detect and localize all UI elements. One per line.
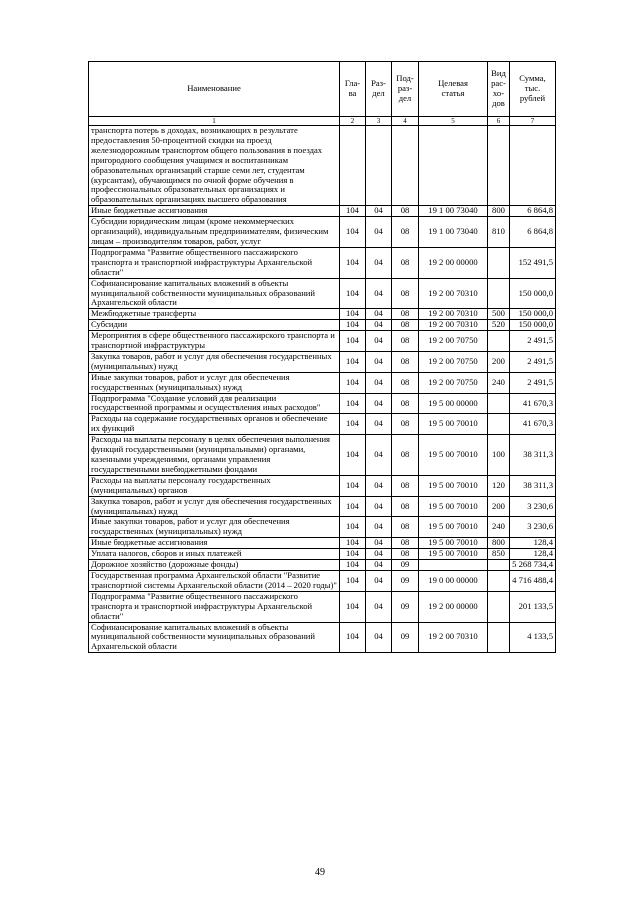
row-target-cell: 19 2 00 70750 (419, 372, 488, 393)
row-expense-type-cell (488, 560, 510, 571)
row-section-cell: 04 (366, 247, 392, 278)
row-target-cell: 19 2 00 70310 (419, 278, 488, 309)
row-expense-type-cell: 100 (488, 435, 510, 476)
row-chapter-cell: 104 (340, 372, 366, 393)
row-name-cell: Государственная программа Архангельской области "Развитие транспортной системы Архангельской области (2014 – 2020 годы)" (89, 570, 340, 591)
column-number: 2 (340, 117, 366, 126)
table-row (89, 622, 556, 653)
row-chapter-cell: 104 (340, 247, 366, 278)
row-name-cell: Иные бюджетные ассигнования (89, 206, 340, 217)
table-row (89, 538, 556, 549)
row-name-cell: Расходы на выплаты персоналу государственных (муниципальных) органов (89, 475, 340, 496)
column-number: 7 (510, 117, 556, 126)
row-subsection-cell: 08 (392, 217, 419, 248)
row-subsection-cell: 09 (392, 591, 419, 622)
row-target-cell: 19 5 00 70010 (419, 435, 488, 476)
row-section-cell: 04 (366, 549, 392, 560)
table-row (89, 320, 556, 331)
row-name-cell: Субсидии (89, 320, 340, 331)
row-target-cell: 19 2 00 70750 (419, 331, 488, 352)
table-row (89, 372, 556, 393)
row-target-cell: 19 5 00 70010 (419, 549, 488, 560)
table-row (89, 217, 556, 248)
row-name-cell: Закупка товаров, работ и услуг для обеспечения государственных (муниципальных) нужд (89, 351, 340, 372)
row-target-cell: 19 5 00 70010 (419, 496, 488, 517)
row-subsection-cell: 08 (392, 393, 419, 414)
row-name-cell: Иные бюджетные ассигнования (89, 538, 340, 549)
row-chapter-cell: 104 (340, 393, 366, 414)
page-number: 49 (315, 867, 325, 878)
row-expense-type-cell (488, 414, 510, 435)
row-subsection-cell: 09 (392, 560, 419, 571)
row-chapter-cell: 104 (340, 309, 366, 320)
row-chapter-cell: 104 (340, 570, 366, 591)
row-name-cell: Расходы на выплаты персоналу в целях обеспечения выполнения функций государственными (муниципальными) органами, казенными учреждениями, органами управления государственными внебюджетными фондами (89, 435, 340, 476)
row-chapter-cell: 104 (340, 517, 366, 538)
row-amount-cell: 4 716 488,4 (510, 570, 556, 591)
row-name-cell: Уплата налогов, сборов и иных платежей (89, 549, 340, 560)
row-section-cell: 04 (366, 393, 392, 414)
column-number: 1 (89, 117, 340, 126)
table-row (89, 247, 556, 278)
row-section-cell: 04 (366, 351, 392, 372)
row-name-cell: Софинансирование капитальных вложений в объекты муниципальной собственности муниципальных образований Архангельской области (89, 622, 340, 653)
row-expense-type-cell: 800 (488, 206, 510, 217)
row-subsection-cell: 08 (392, 372, 419, 393)
row-target-cell: 19 2 00 70310 (419, 622, 488, 653)
row-section-cell (366, 126, 392, 206)
row-section-cell: 04 (366, 475, 392, 496)
row-section-cell: 04 (366, 206, 392, 217)
table-row (89, 435, 556, 476)
row-target-cell: 19 5 00 70010 (419, 517, 488, 538)
row-section-cell: 04 (366, 414, 392, 435)
row-amount-cell (510, 126, 556, 206)
row-amount-cell: 38 311,3 (510, 435, 556, 476)
row-amount-cell: 3 230,6 (510, 517, 556, 538)
row-amount-cell: 2 491,5 (510, 372, 556, 393)
row-chapter-cell: 104 (340, 278, 366, 309)
row-chapter-cell: 104 (340, 622, 366, 653)
header-section: Раз- дел (366, 62, 392, 117)
row-name-cell: Мероприятия в сфере общественного пассажирского транспорта и транспортной инфраструктуры (89, 331, 340, 352)
row-section-cell: 04 (366, 331, 392, 352)
row-subsection-cell: 09 (392, 622, 419, 653)
row-target-cell: 19 5 00 70010 (419, 475, 488, 496)
row-subsection-cell: 08 (392, 309, 419, 320)
row-chapter-cell: 104 (340, 331, 366, 352)
row-target-cell: 19 2 00 70310 (419, 320, 488, 331)
header-name: Наименование (89, 62, 340, 117)
row-chapter-cell: 104 (340, 496, 366, 517)
column-number: 3 (366, 117, 392, 126)
table-row (89, 126, 556, 206)
row-target-cell: 19 2 00 00000 (419, 591, 488, 622)
row-expense-type-cell: 200 (488, 496, 510, 517)
row-amount-cell: 6 864,8 (510, 217, 556, 248)
row-section-cell: 04 (366, 538, 392, 549)
row-name-cell: Межбюджетные трансферты (89, 309, 340, 320)
row-section-cell: 04 (366, 496, 392, 517)
row-chapter-cell: 104 (340, 351, 366, 372)
row-amount-cell: 201 133,5 (510, 591, 556, 622)
row-name-cell: Подпрограмма "Развитие общественного пассажирского транспорта и транспортной инфраструктуры Архангельской области" (89, 247, 340, 278)
row-section-cell: 04 (366, 591, 392, 622)
row-section-cell: 04 (366, 517, 392, 538)
row-target-cell: 19 5 00 70010 (419, 414, 488, 435)
row-subsection-cell: 08 (392, 435, 419, 476)
table-row (89, 414, 556, 435)
row-expense-type-cell: 200 (488, 351, 510, 372)
row-name-cell: Иные закупки товаров, работ и услуг для обеспечения государственных (муниципальных) нужд (89, 517, 340, 538)
row-subsection-cell: 08 (392, 320, 419, 331)
row-target-cell: 19 2 00 70750 (419, 351, 488, 372)
row-name-cell: Закупка товаров, работ и услуг для обеспечения государственных (муниципальных) нужд (89, 496, 340, 517)
row-subsection-cell: 08 (392, 206, 419, 217)
row-chapter-cell: 104 (340, 560, 366, 571)
row-amount-cell: 152 491,5 (510, 247, 556, 278)
row-expense-type-cell: 810 (488, 217, 510, 248)
row-target-cell: 19 1 00 73040 (419, 217, 488, 248)
row-subsection-cell: 08 (392, 247, 419, 278)
header-chapter: Гла- ва (340, 62, 366, 117)
table-row (89, 206, 556, 217)
row-amount-cell: 38 311,3 (510, 475, 556, 496)
column-number: 6 (488, 117, 510, 126)
row-chapter-cell: 104 (340, 549, 366, 560)
row-expense-type-cell (488, 591, 510, 622)
row-section-cell: 04 (366, 372, 392, 393)
row-section-cell: 04 (366, 217, 392, 248)
row-amount-cell: 5 268 734,4 (510, 560, 556, 571)
row-subsection-cell: 08 (392, 351, 419, 372)
row-amount-cell: 150 000,0 (510, 320, 556, 331)
row-expense-type-cell (488, 247, 510, 278)
header-row (89, 62, 556, 117)
table-row (89, 309, 556, 320)
row-name-cell: Субсидии юридическим лицам (кроме некоммерческих организаций), индивидуальным предпринимателям, физическим лицам – производителям товаров, работ, услуг (89, 217, 340, 248)
column-number: 4 (392, 117, 419, 126)
row-expense-type-cell: 500 (488, 309, 510, 320)
row-section-cell: 04 (366, 560, 392, 571)
budget-table (88, 61, 556, 653)
row-subsection-cell (392, 126, 419, 206)
row-section-cell: 04 (366, 309, 392, 320)
row-chapter-cell: 104 (340, 538, 366, 549)
row-chapter-cell: 104 (340, 414, 366, 435)
header-expense-type: Вид рас- хо- дов (488, 62, 510, 117)
row-chapter-cell: 104 (340, 591, 366, 622)
row-subsection-cell: 08 (392, 496, 419, 517)
row-subsection-cell: 08 (392, 517, 419, 538)
row-chapter-cell: 104 (340, 217, 366, 248)
table-row (89, 351, 556, 372)
row-chapter-cell (340, 126, 366, 206)
row-amount-cell: 2 491,5 (510, 351, 556, 372)
row-amount-cell: 41 670,3 (510, 414, 556, 435)
row-target-cell: 19 2 00 70310 (419, 309, 488, 320)
row-amount-cell: 3 230,6 (510, 496, 556, 517)
row-name-cell: Иные закупки товаров, работ и услуг для обеспечения государственных (муниципальных) нужд (89, 372, 340, 393)
row-subsection-cell: 08 (392, 331, 419, 352)
row-subsection-cell: 08 (392, 278, 419, 309)
row-expense-type-cell (488, 331, 510, 352)
row-expense-type-cell (488, 570, 510, 591)
row-section-cell: 04 (366, 278, 392, 309)
table-row (89, 517, 556, 538)
row-expense-type-cell (488, 393, 510, 414)
row-expense-type-cell: 120 (488, 475, 510, 496)
row-target-cell: 19 1 00 73040 (419, 206, 488, 217)
row-expense-type-cell (488, 126, 510, 206)
row-name-cell: Подпрограмма "Развитие общественного пассажирского транспорта и транспортной инфраструктуры Архангельской области" (89, 591, 340, 622)
row-target-cell: 19 2 00 00000 (419, 247, 488, 278)
row-subsection-cell: 08 (392, 414, 419, 435)
table-row (89, 331, 556, 352)
row-amount-cell: 150 000,0 (510, 278, 556, 309)
row-amount-cell: 150 000,0 (510, 309, 556, 320)
row-chapter-cell: 104 (340, 435, 366, 476)
row-expense-type-cell: 240 (488, 372, 510, 393)
row-subsection-cell: 08 (392, 549, 419, 560)
table-row (89, 549, 556, 560)
table-row (89, 278, 556, 309)
row-name-cell: транспорта потерь в доходах, возникающих в результате предоставления 50-процентной скидки на проезд железнодорожным транспортом общего пользования в поездах пригородного сообщения учащимся и воспитанникам образовательных организаций старше семи лет, студентам (курсантам), обучающимся по очной форме обучения в профессиональных образовательных организациях и образовательных организациях высшего образования (89, 126, 340, 206)
row-expense-type-cell: 850 (488, 549, 510, 560)
header-subsection: Под- раз- дел (392, 62, 419, 117)
row-expense-type-cell (488, 622, 510, 653)
header-target: Целевая статья (419, 62, 488, 117)
row-chapter-cell: 104 (340, 475, 366, 496)
row-chapter-cell: 104 (340, 206, 366, 217)
row-name-cell: Подпрограмма "Создание условий для реализации государственной программы и осуществления иных расходов" (89, 393, 340, 414)
row-subsection-cell: 08 (392, 538, 419, 549)
row-section-cell: 04 (366, 320, 392, 331)
row-name-cell: Дорожное хозяйство (дорожные фонды) (89, 560, 340, 571)
row-target-cell (419, 560, 488, 571)
row-expense-type-cell: 520 (488, 320, 510, 331)
header-amount: Сумма, тыс. рублей (510, 62, 556, 117)
row-section-cell: 04 (366, 435, 392, 476)
row-amount-cell: 4 133,5 (510, 622, 556, 653)
row-chapter-cell: 104 (340, 320, 366, 331)
row-amount-cell: 2 491,5 (510, 331, 556, 352)
table-row (89, 496, 556, 517)
row-subsection-cell: 09 (392, 570, 419, 591)
row-target-cell: 19 0 00 00000 (419, 570, 488, 591)
table-row (89, 393, 556, 414)
table-row (89, 570, 556, 591)
row-expense-type-cell: 800 (488, 538, 510, 549)
row-name-cell: Софинансирование капитальных вложений в объекты муниципальной собственности муниципальных образований Архангельской области (89, 278, 340, 309)
row-amount-cell: 41 670,3 (510, 393, 556, 414)
row-amount-cell: 128,4 (510, 549, 556, 560)
column-number: 5 (419, 117, 488, 126)
table-row (89, 591, 556, 622)
row-expense-type-cell (488, 278, 510, 309)
table-row (89, 475, 556, 496)
row-amount-cell: 128,4 (510, 538, 556, 549)
row-section-cell: 04 (366, 622, 392, 653)
row-amount-cell: 6 864,8 (510, 206, 556, 217)
row-subsection-cell: 08 (392, 475, 419, 496)
row-target-cell: 19 5 00 70010 (419, 538, 488, 549)
table-row (89, 560, 556, 571)
row-section-cell: 04 (366, 570, 392, 591)
row-name-cell: Расходы на содержание государственных органов и обеспечение их функций (89, 414, 340, 435)
row-target-cell (419, 126, 488, 206)
row-target-cell: 19 5 00 00000 (419, 393, 488, 414)
row-expense-type-cell: 240 (488, 517, 510, 538)
